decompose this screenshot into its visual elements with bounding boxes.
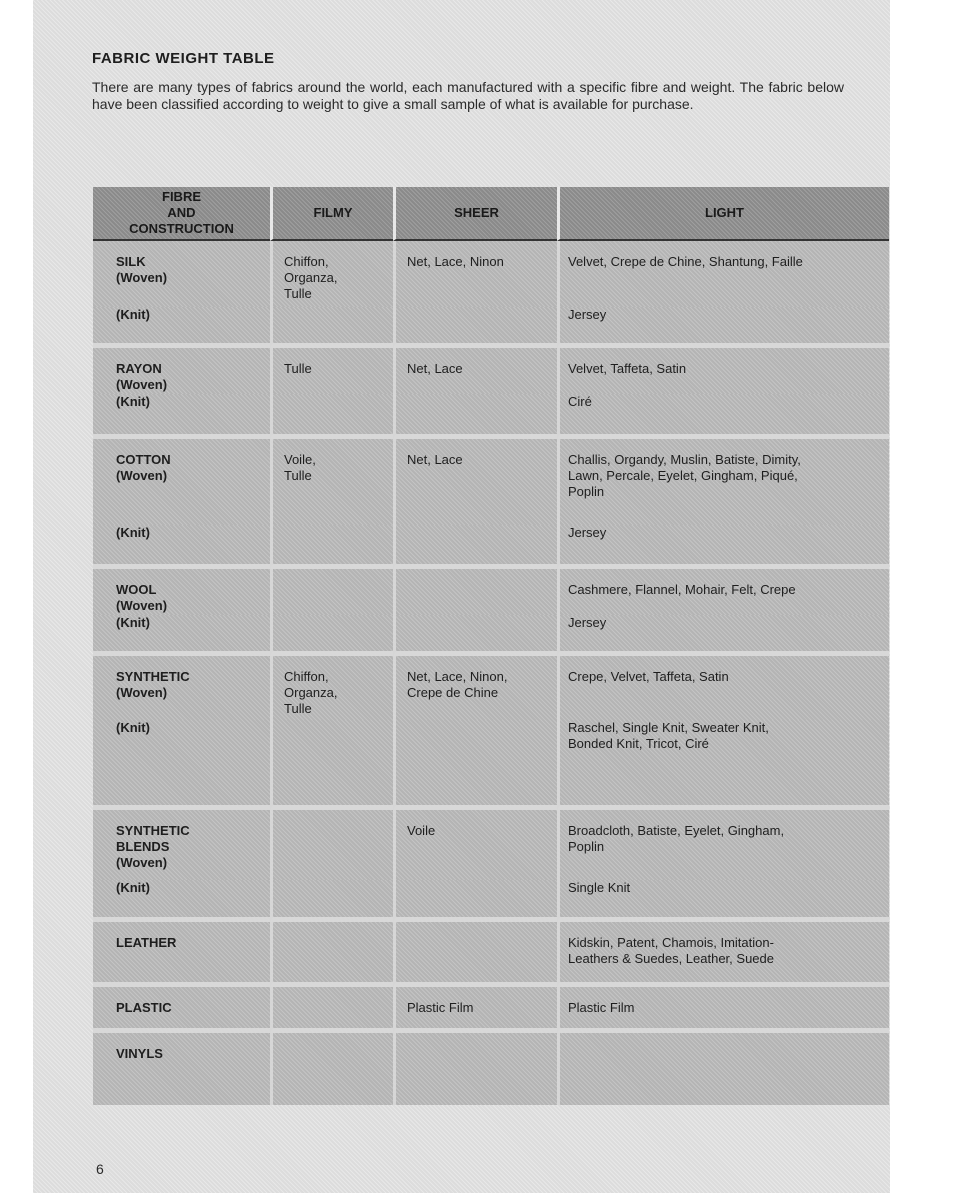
fibre-cell: [93, 394, 270, 439]
table-row: [93, 720, 889, 810]
table-row: [93, 922, 889, 987]
intro-paragraph: There are many types of fabrics around the world, each manufactured with a specific fibre and weight. The fabric below have been classified according to weight to give a small sample of what is available for purchase.: [92, 79, 844, 112]
fibre-cell: [93, 569, 270, 615]
light-cell: Crepe, Velvet, Taffeta, Satin: [557, 656, 889, 720]
filmy-cell: [270, 615, 393, 656]
filmy-cell: [270, 394, 393, 439]
filmy-cell: [270, 1033, 393, 1105]
filmy-cell: [270, 525, 393, 569]
light-cell: [557, 1033, 889, 1105]
sheer-cell: [393, 720, 557, 810]
fibre-cell: [93, 810, 270, 880]
sheer-cell: [393, 880, 557, 922]
construction-label: (Woven): [116, 377, 168, 392]
sheer-value: Crepe de Chine: [407, 685, 499, 700]
fibre-cell: [93, 439, 270, 525]
table-row: [93, 810, 889, 880]
fibre-name: WOOL: [116, 582, 157, 597]
light-cell: [557, 439, 889, 525]
light-value: Lawn, Percale, Eyelet, Gingham, Piqué,: [568, 468, 798, 483]
table-header-row: [93, 187, 889, 241]
light-value: Poplin: [568, 484, 605, 499]
fabric-weight-table: [93, 187, 889, 1105]
light-cell: Plastic Film: [557, 987, 889, 1033]
sheer-cell: [393, 394, 557, 439]
sheer-cell: [393, 569, 557, 615]
filmy-value: Organza,: [284, 270, 338, 285]
construction-label: (Woven): [116, 598, 168, 613]
header-construction-line: CONSTRUCTION: [129, 221, 234, 236]
construction-label: (Woven): [116, 468, 168, 483]
filmy-cell: [270, 439, 393, 525]
table-row: [93, 439, 889, 525]
fibre-cell: [93, 307, 270, 348]
filmy-cell: [270, 720, 393, 810]
fibre-name: PLASTIC: [116, 1000, 172, 1015]
filmy-cell: [270, 987, 393, 1033]
construction-label: (Knit): [116, 720, 150, 735]
filmy-cell: [270, 880, 393, 922]
sheer-cell: [393, 1033, 557, 1105]
filmy-cell: [270, 656, 393, 720]
table-row: [93, 656, 889, 720]
sheer-cell: Net, Lace: [393, 439, 557, 525]
page-heading: FABRIC WEIGHT TABLE: [92, 50, 275, 67]
page-number: 6: [96, 1161, 104, 1177]
sheer-cell: [393, 307, 557, 348]
fibre-name: SILK: [116, 254, 146, 269]
filmy-value: Chiffon,: [284, 254, 329, 269]
table-row: [93, 615, 889, 656]
filmy-cell: Tulle: [270, 348, 393, 394]
light-value: Challis, Organdy, Muslin, Batiste, Dimity,: [568, 452, 801, 467]
table-row: [93, 241, 889, 307]
fibre-cell: [93, 656, 270, 720]
construction-label: (Woven): [116, 685, 168, 700]
light-value: Broadcloth, Batiste, Eyelet, Gingham,: [568, 823, 785, 838]
light-value: Poplin: [568, 839, 605, 854]
fibre-name: BLENDS: [116, 839, 170, 854]
light-cell: Velvet, Taffeta, Satin: [557, 348, 889, 394]
filmy-value: Voile,: [284, 452, 316, 467]
filmy-cell: [270, 241, 393, 307]
table-row: [93, 525, 889, 569]
fibre-name: SYNTHETIC: [116, 823, 190, 838]
fibre-cell: [93, 922, 270, 987]
sheer-cell: Plastic Film: [393, 987, 557, 1033]
sheer-cell: Net, Lace, Ninon: [393, 241, 557, 307]
filmy-value: Tulle: [284, 286, 312, 301]
header-sheer: SHEER: [393, 187, 557, 241]
construction-label: (Knit): [116, 307, 150, 322]
construction-label: (Knit): [116, 394, 150, 409]
fibre-cell: [93, 880, 270, 922]
light-cell: Ciré: [557, 394, 889, 439]
construction-label: (Woven): [116, 855, 168, 870]
table-row: [93, 880, 889, 922]
header-light: LIGHT: [557, 187, 889, 241]
fibre-cell: [93, 348, 270, 394]
fibre-name: COTTON: [116, 452, 171, 467]
table-row: [93, 1033, 889, 1105]
fibre-cell: [93, 1033, 270, 1105]
table-row: [93, 569, 889, 615]
sheer-cell: Net, Lace: [393, 348, 557, 394]
table-row: [93, 307, 889, 348]
fibre-name: VINYLS: [116, 1046, 163, 1061]
fibre-name: SYNTHETIC: [116, 669, 190, 684]
sheer-cell: Voile: [393, 810, 557, 880]
light-value: Kidskin, Patent, Chamois, Imitation-: [568, 935, 774, 950]
fibre-name: RAYON: [116, 361, 162, 376]
light-cell: Single Knit: [557, 880, 889, 922]
light-cell: Jersey: [557, 525, 889, 569]
fibre-cell: [93, 525, 270, 569]
light-cell: [557, 922, 889, 987]
filmy-value: Chiffon,: [284, 669, 329, 684]
filmy-value: Tulle: [284, 468, 312, 483]
filmy-cell: [270, 922, 393, 987]
fibre-name: LEATHER: [116, 935, 177, 950]
table-row: [93, 394, 889, 439]
light-cell: Cashmere, Flannel, Mohair, Felt, Crepe: [557, 569, 889, 615]
table-row: [93, 348, 889, 394]
light-cell: Jersey: [557, 615, 889, 656]
light-value: Leathers & Suedes, Leather, Suede: [568, 951, 774, 966]
table-row: [93, 987, 889, 1033]
header-filmy: FILMY: [270, 187, 393, 241]
filmy-cell: [270, 307, 393, 348]
light-value: Raschel, Single Knit, Sweater Knit,: [568, 720, 769, 735]
sheer-value: Net, Lace, Ninon,: [407, 669, 508, 684]
header-and-line: AND: [167, 205, 196, 220]
sheer-cell: [393, 615, 557, 656]
filmy-value: Organza,: [284, 685, 338, 700]
light-cell: [557, 720, 889, 810]
filmy-cell: [270, 810, 393, 880]
fibre-cell: [93, 615, 270, 656]
fibre-cell: [93, 720, 270, 810]
header-fibre-construction: [93, 187, 270, 241]
light-value: Bonded Knit, Tricot, Ciré: [568, 736, 709, 751]
fibre-cell: [93, 987, 270, 1033]
construction-label: (Knit): [116, 525, 150, 540]
light-cell: Jersey: [557, 307, 889, 348]
header-fibre-line: FIBRE: [162, 189, 201, 204]
filmy-cell: [270, 569, 393, 615]
construction-label: (Woven): [116, 270, 168, 285]
construction-label: (Knit): [116, 880, 150, 895]
sheer-cell: [393, 656, 557, 720]
sheer-cell: [393, 525, 557, 569]
construction-label: (Knit): [116, 615, 150, 630]
sheer-cell: [393, 922, 557, 987]
filmy-value: Tulle: [284, 701, 312, 716]
light-cell: Velvet, Crepe de Chine, Shantung, Faille: [557, 241, 889, 307]
fibre-cell: [93, 241, 270, 307]
light-cell: [557, 810, 889, 880]
